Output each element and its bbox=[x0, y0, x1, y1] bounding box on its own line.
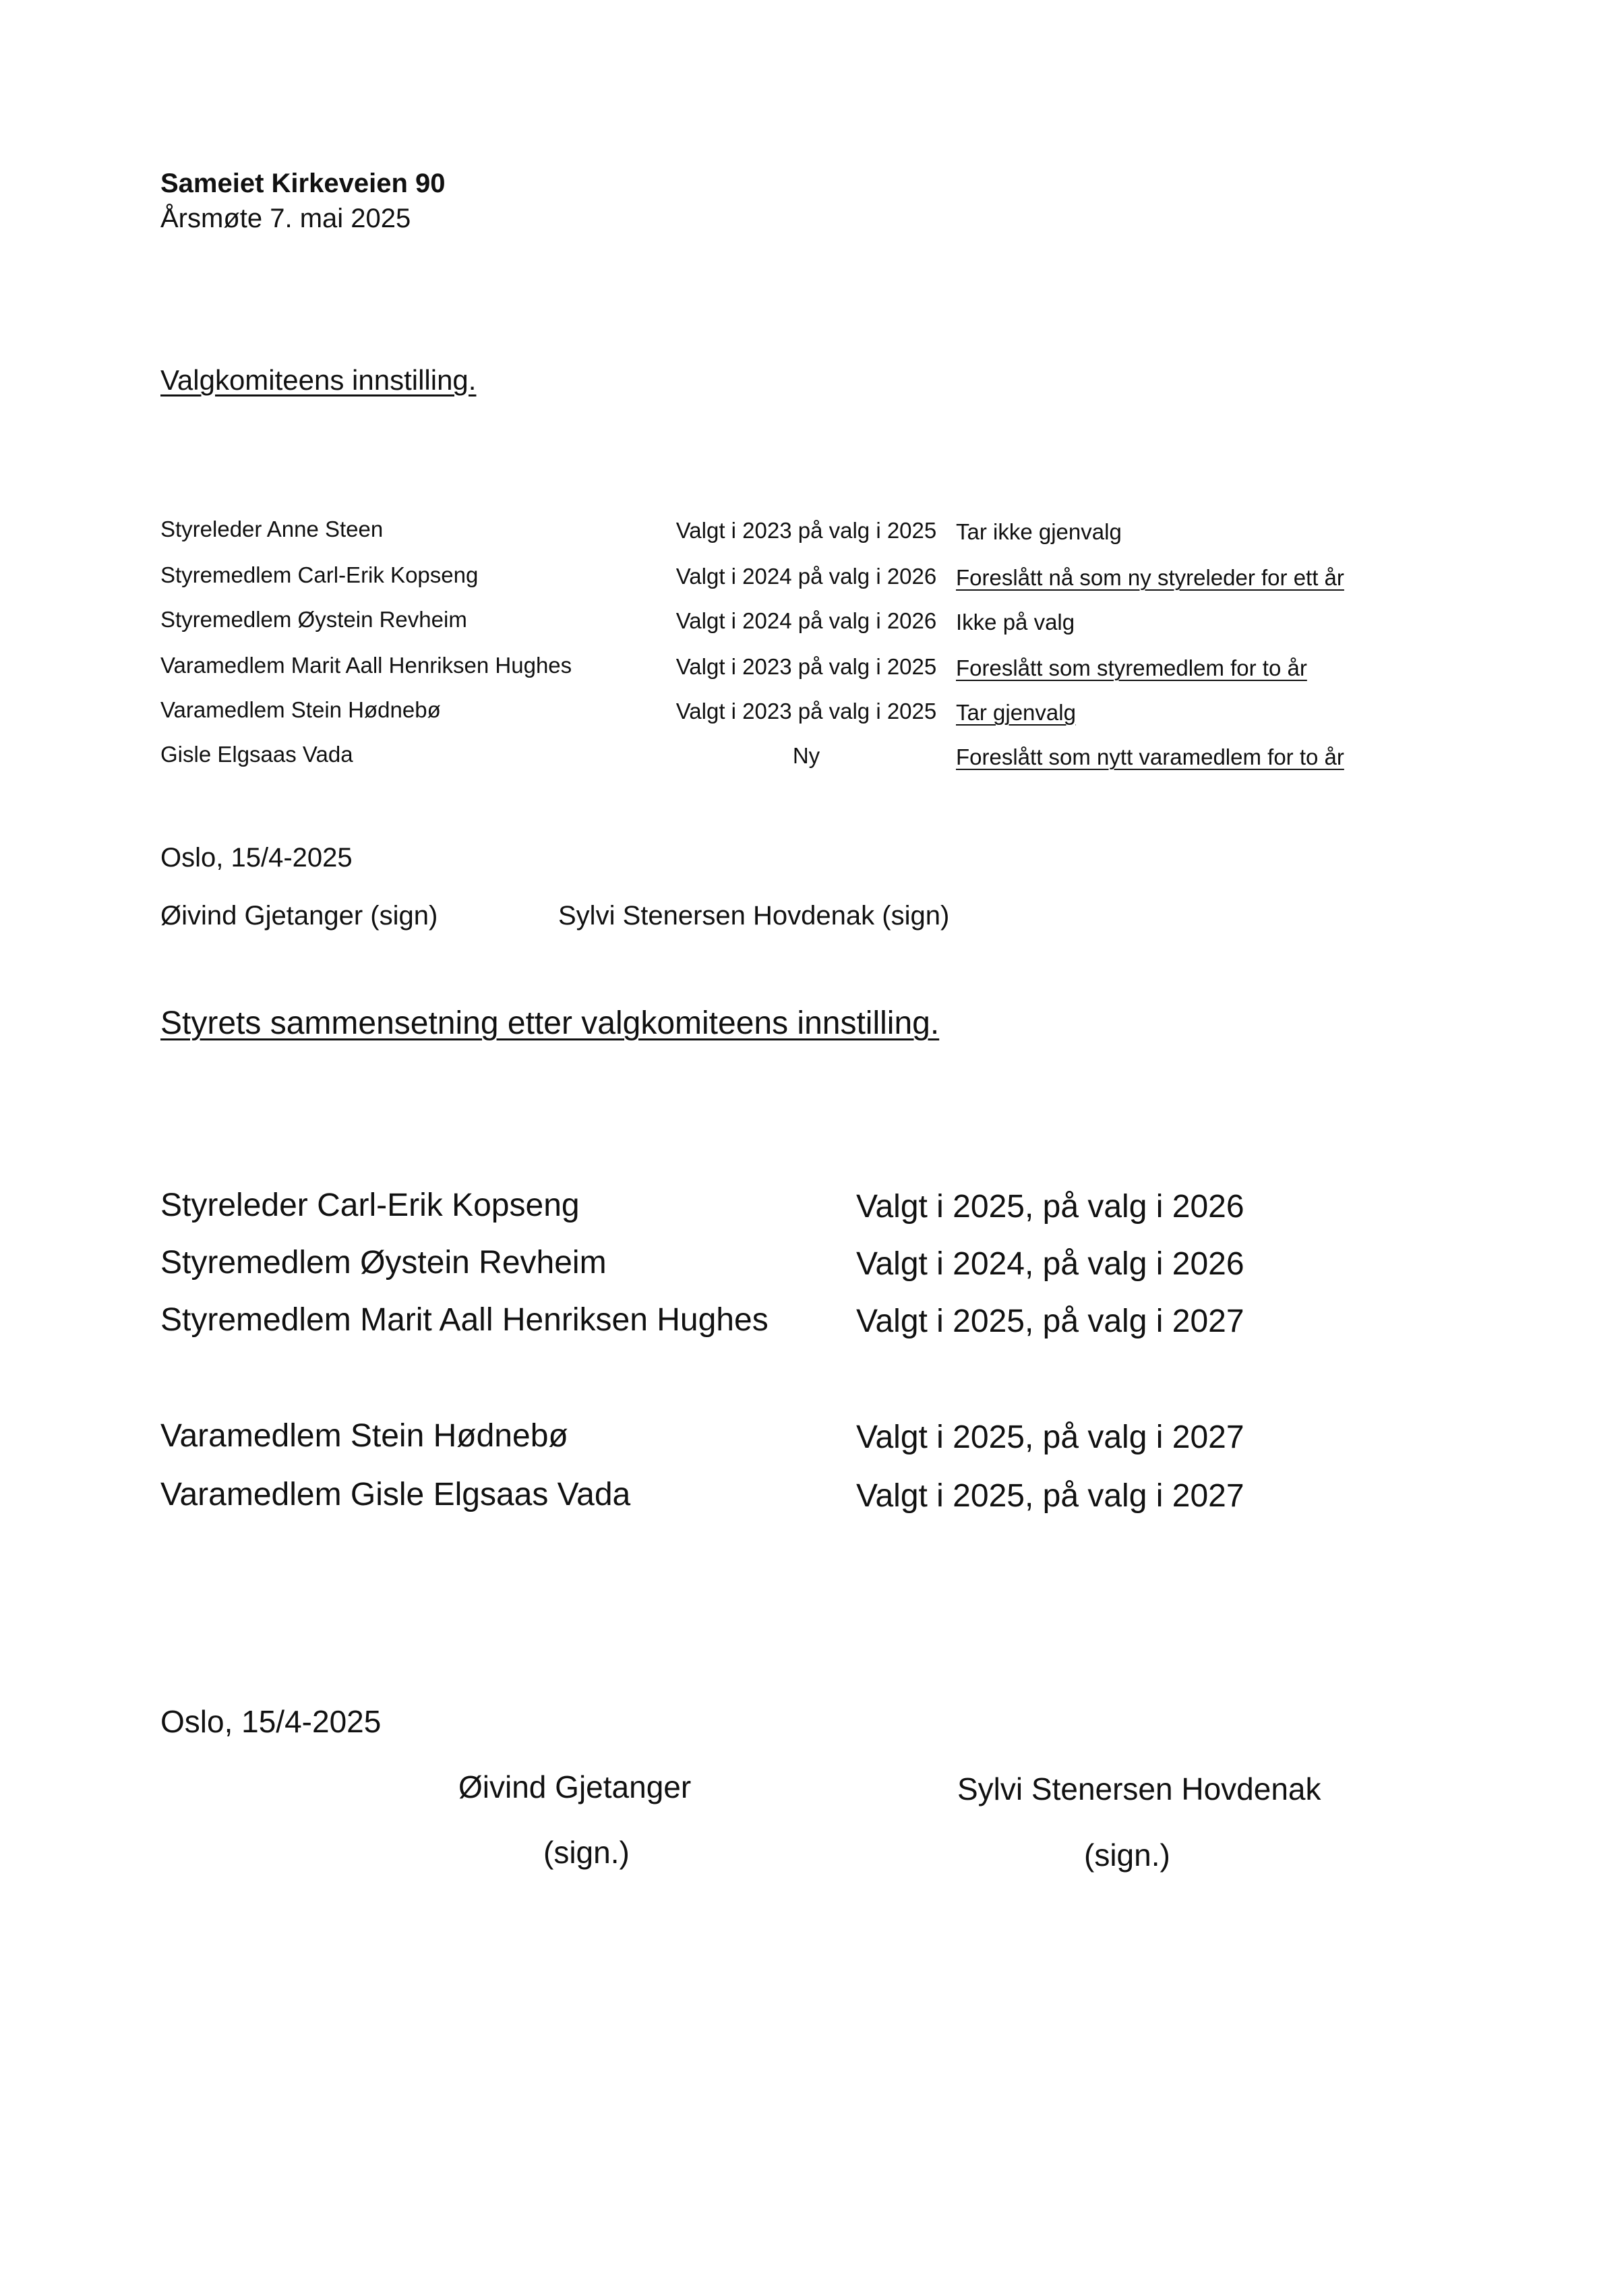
signature-mark: (sign.) bbox=[543, 1835, 630, 1870]
deputy-member-row bbox=[160, 1476, 1387, 1523]
nomination-heading: Valgkomiteens innstilling. bbox=[160, 364, 477, 396]
signature-name: Sylvi Stenersen Hovdenak bbox=[957, 1771, 1321, 1806]
member-term: Valgt i 2024, på valg i 2026 bbox=[856, 1246, 1244, 1282]
signature: Sylvi Stenersen Hovdenak (sign) bbox=[558, 901, 950, 931]
nomination-row bbox=[160, 697, 1387, 735]
member-term: Valgt i 2025, på valg i 2027 bbox=[856, 1303, 1244, 1339]
nomination-row bbox=[160, 607, 1387, 645]
nominee-recommendation: Tar ikke gjenvalg bbox=[956, 519, 1122, 544]
member-name: Styreleder Carl-Erik Kopseng bbox=[160, 1187, 580, 1223]
meeting-date: Årsmøte 7. mai 2025 bbox=[160, 204, 411, 233]
nominee-name: Gisle Elgsaas Vada bbox=[160, 742, 353, 767]
nominee-name: Styremedlem Carl-Erik Kopseng bbox=[160, 562, 479, 587]
member-name: Varamedlem Gisle Elgsaas Vada bbox=[160, 1477, 631, 1512]
organization-name: Sameiet Kirkeveien 90 bbox=[160, 169, 446, 198]
nomination-row bbox=[160, 742, 1387, 780]
member-name: Varamedlem Stein Hødnebø bbox=[160, 1418, 568, 1454]
member-name: Styremedlem Øystein Revheim bbox=[160, 1245, 607, 1281]
nominee-term: Valgt i 2023 på valg i 2025 bbox=[675, 699, 937, 724]
nominee-recommendation: Foreslått som styremedlem for to år bbox=[956, 655, 1307, 680]
nominee-recommendation: Foreslått som nytt varamedlem for to år bbox=[956, 744, 1344, 769]
nominee-term: Ny bbox=[792, 743, 820, 768]
member-term: Valgt i 2025, på valg i 2026 bbox=[856, 1189, 1244, 1225]
place-date: Oslo, 15/4-2025 bbox=[160, 843, 353, 873]
nominee-name: Varamedlem Stein Hødnebø bbox=[160, 697, 441, 722]
nominee-term: Valgt i 2024 på valg i 2026 bbox=[675, 564, 937, 589]
nominee-name: Styreleder Anne Steen bbox=[160, 517, 384, 541]
member-term: Valgt i 2025, på valg i 2027 bbox=[856, 1419, 1244, 1455]
nominee-name: Styremedlem Øystein Revheim bbox=[160, 607, 467, 632]
nomination-row bbox=[160, 653, 1387, 690]
board-member-row bbox=[160, 1187, 1387, 1234]
nominee-name: Varamedlem Marit Aall Henriksen Hughes bbox=[160, 653, 572, 678]
board-heading: Styrets sammensetning etter valgkomiteens innstilling. bbox=[160, 1005, 940, 1041]
nominee-term: Valgt i 2023 på valg i 2025 bbox=[675, 518, 937, 543]
board-member-row bbox=[160, 1301, 1387, 1349]
nomination-row bbox=[160, 562, 1387, 600]
nominee-term: Valgt i 2023 på valg i 2025 bbox=[675, 654, 937, 679]
deputy-member-row bbox=[160, 1417, 1387, 1465]
signature-name: Øivind Gjetanger bbox=[458, 1769, 692, 1804]
signature-mark: (sign.) bbox=[1084, 1837, 1170, 1873]
place-date: Oslo, 15/4-2025 bbox=[160, 1704, 382, 1739]
nominee-recommendation: Tar gjenvalg bbox=[956, 700, 1076, 725]
nominee-recommendation: Foreslått nå som ny styreleder for ett år bbox=[956, 565, 1344, 590]
member-term: Valgt i 2025, på valg i 2027 bbox=[856, 1478, 1244, 1514]
member-name: Styremedlem Marit Aall Henriksen Hughes bbox=[160, 1302, 769, 1338]
nominee-recommendation: Ikke på valg bbox=[956, 610, 1075, 635]
nomination-row bbox=[160, 517, 1387, 554]
board-member-row bbox=[160, 1244, 1387, 1291]
nominee-term: Valgt i 2024 på valg i 2026 bbox=[675, 608, 937, 633]
signature: Øivind Gjetanger (sign) bbox=[160, 901, 438, 931]
